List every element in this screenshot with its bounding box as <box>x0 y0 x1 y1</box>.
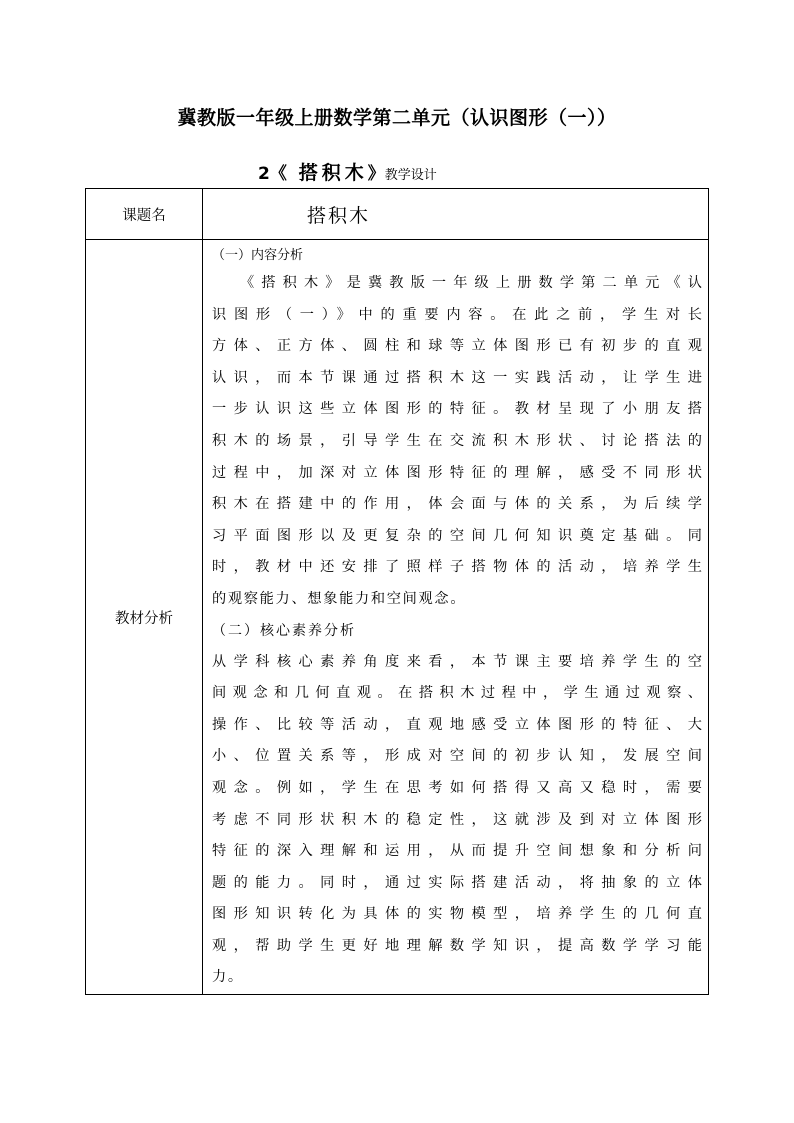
paragraph-line: 题的能力。同时，通过实际搭建活动，将抽象的立体 <box>212 874 702 891</box>
topic-label: 课题名 <box>86 189 203 240</box>
paragraph-line: 小、位置关系等，形成对空间的初步认知，发展空间 <box>212 748 702 765</box>
paragraph-line: 积木的场景，引导学生在交流积木形状、讨论搭法的 <box>212 432 702 449</box>
document-title: 冀教版一年级上册数学第二单元（认识图形（一）） <box>177 107 617 129</box>
paragraph-line: 一步认识这些立体图形的特征。教材呈现了小朋友搭 <box>212 401 702 418</box>
paragraph-line: 图形知识转化为具体的实物模型，培养学生的几何直 <box>212 906 702 923</box>
paragraph-line: 识图形（一）》中的重要内容。在此之前，学生对长 <box>212 306 702 323</box>
paragraph-line: 观念。例如，学生在思考如何搭得又高又稳时，需要 <box>212 779 702 796</box>
paragraph-line: 时，教材中还安排了照样子搭物体的活动，培养学生 <box>212 559 702 576</box>
paragraph-line: 过程中，加深对立体图形特征的理解，感受不同形状 <box>212 464 702 481</box>
topic-value: 搭积木 <box>203 189 709 240</box>
paragraph-line: 间观念和几何直观。在搭积木过程中，学生通过观察、 <box>212 685 702 702</box>
subtitle-prefix: 2《 <box>258 164 287 184</box>
paragraph-line: 从学科核心素养角度来看，本节课主要培养学生的空 <box>212 653 702 670</box>
document-subtitle <box>258 158 437 185</box>
paragraph-line: 的观察能力、想象能力和空间观念。 <box>212 590 467 607</box>
paragraph-line: 特征的深入理解和运用，从而提升空间想象和分析问 <box>212 843 702 860</box>
subtitle-lesson-name: 搭积木 <box>298 162 368 184</box>
table-row-material-analysis <box>86 240 709 995</box>
section-heading-core-literacy: （二）核心素养分析 <box>212 622 356 639</box>
table-row-topic <box>86 189 709 240</box>
paragraph-line: 力。 <box>212 969 244 986</box>
paragraph-line: 认识，而本节课通过搭积木这一实践活动，让学生进 <box>212 369 702 386</box>
paragraph-line: 考虑不同形状积木的稳定性，这就涉及到对立体图形 <box>212 811 702 828</box>
paragraph-line: 习平面图形以及更复杂的空间几何知识奠定基础。同 <box>212 527 702 544</box>
subtitle-suffix: 教学设计 <box>384 168 437 183</box>
subtitle-close-bracket: 》 <box>367 164 385 184</box>
paragraph-line: 积木在搭建中的作用，体会面与体的关系，为后续学 <box>212 496 702 513</box>
material-analysis-content <box>203 240 709 995</box>
paragraph-line: 观，帮助学生更好地理解数学知识，提高数学学习能 <box>212 937 702 954</box>
lesson-design-table <box>85 188 709 995</box>
section-heading-content-analysis: （一）内容分析 <box>212 248 304 263</box>
material-analysis-label: 教材分析 <box>86 240 203 995</box>
paragraph-line: 操作、比较等活动，直观地感受立体图形的特征、大 <box>212 716 702 733</box>
paragraph-line: 《搭积木》是冀教版一年级上册数学第二单元《认 <box>240 275 702 291</box>
paragraph-line: 方体、正方体、圆柱和球等立体图形已有初步的直观 <box>212 338 702 355</box>
